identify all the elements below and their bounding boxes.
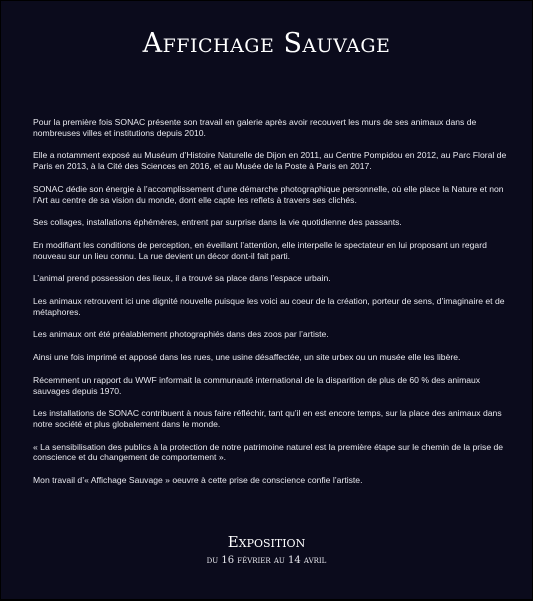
paragraph-collages: Ses collages, installations éphémères, entrent par surprise dans la vie quotidienne des passants. [33,217,402,228]
paragraph-intro: Pour la première fois SONAC présente son travail en galerie après avoir recouvert les murs de ses animaux dans de nombreuses villes et institutions depuis 2010. [33,117,477,138]
paragraph-closing: Mon travail d’« Affichage Sauvage » oeuvre à cette prise de conscience confie l’artiste. [33,475,363,486]
exhibition-heading: Exposition [227,533,306,551]
page-title: Affichage Sauvage [142,28,391,59]
paragraph-wwf: Récemment un rapport du WWF informait la communauté international de la disparition de plus de 60 % des animaux sauvages depuis 1970. [33,374,481,396]
paragraph-quote: « La sensibilisation des publics à la protection de notre patrimoine naturel est la première étape sur le chemin de la prise de conscience et du changement de comportement ». [33,441,504,463]
poster [1,1,532,599]
paragraph-perception: En modifiant les conditions de perception, en éveillant l’attention, elle interpelle le spectateur en lui proposant un regard nouveau sur un lieu connu. La rue devient un décor dont-il fait parti. [33,239,487,261]
paragraph-zoos: Les animaux ont été préalablement photographiés dans des zoos par l’artiste. [33,329,329,340]
paragraph-approach: SONAC dédie son énergie à l’accomplissement d’une démarche photographique personnelle, où elle place la Nature et non l’Art au centre de sa vision du monde, dont elle capte les reflets à travers ses clichés. [33,183,504,205]
paragraph-urban-space: L’animal prend possession des lieux, il a trouvé sa place dans l’espace urbain. [33,273,331,284]
paragraph-dignity: Les animaux retrouvent ici une dignité nouvelle puisque les voici au coeur de la création, porteur de sens, d’imaginaire et de métaphores. [33,296,505,317]
paragraph-liberation: Ainsi une fois imprimé et apposé dans les rues, une usine désaffectée, un site urbex ou un musée elle les libère. [33,352,461,363]
exhibition-dates: du 16 février au 14 avril [206,555,327,566]
body-text [33,117,507,498]
paragraph-exhibitions: Elle a notamment exposé au Muséum d’Histoire Naturelle de Dijon en 2011, au Centre Pompidou en 2012, au Parc Floral de Paris en 2013, à la Cité des Sciences en 2016, et au Musée de la Poste à Paris en 2017. [33,150,507,172]
paragraph-reflection: Les installations de SONAC contribuent à nous faire réfléchir, tant qu’il en est encore temps, sur la place des animaux dans notre société et plus globalement dans le monde. [33,408,502,429]
